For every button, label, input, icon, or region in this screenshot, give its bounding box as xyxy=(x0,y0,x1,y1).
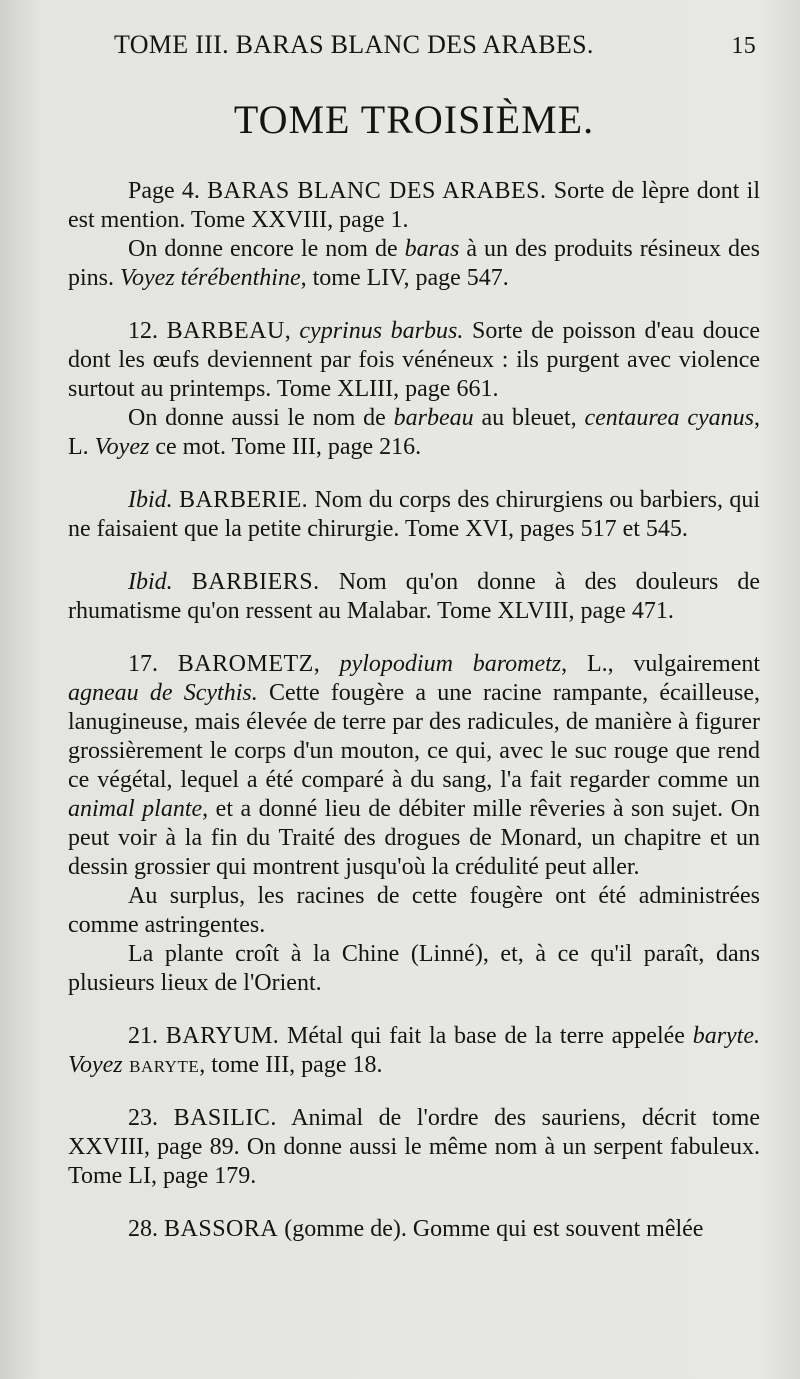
entry-separator: , xyxy=(284,318,300,344)
entry-text: On donne encore le nom de xyxy=(128,236,405,262)
entry-bassora xyxy=(68,1215,760,1244)
entry-headword: BARAS BLANC DES ARABES. xyxy=(207,178,547,204)
entry-italic: animal plante xyxy=(68,796,203,822)
entry-text: (gomme de). Gomme qui est souvent mêlée xyxy=(278,1216,704,1242)
entry-paragraph xyxy=(68,882,760,940)
entry-text: On donne aussi le nom de xyxy=(128,405,394,431)
entry-text: , et a donné lieu de débiter mille rêveries à son sujet. On peut voir à la fin du Traité des drogues de Monard, un chapitre et un dessin grossier qui montrent jusqu'où la crédulité peut aller. xyxy=(68,796,761,880)
entry-headword: BARBIERS. xyxy=(191,569,320,595)
entry-text: , L. xyxy=(68,405,761,460)
running-title: TOME III. BARAS BLANC DES ARABES. xyxy=(114,30,594,59)
entry-text: ce mot. Tome III, page 216. xyxy=(149,434,422,460)
entry-cross-reference: baryte. Voyez xyxy=(68,1023,760,1078)
entry-barbiers xyxy=(68,568,760,626)
entry-ref: Ibid. xyxy=(128,569,173,595)
entry-paragraph xyxy=(68,1022,760,1080)
entry-text: à un des produits résineux des pins. xyxy=(68,236,761,291)
entry-paragraph xyxy=(68,568,760,626)
entry-text: Animal de l'ordre des sauriens, décrit tome XXVIII, page 89. On donne aussi le même nom à un serpent fabuleux. Tome LI, page 179. xyxy=(68,1105,761,1189)
entry-headword: BARBERIE. xyxy=(178,487,309,513)
entry-latin-name: pylopodium barometz xyxy=(339,651,562,677)
entry-basilic xyxy=(68,1104,760,1191)
entry-latin-name: centaurea cyanus xyxy=(584,405,755,431)
entry-latin-name: cyprinus barbus. xyxy=(299,318,464,344)
entry-paragraph xyxy=(68,404,760,462)
entry-paragraph xyxy=(68,940,760,998)
page-number: 15 xyxy=(731,33,756,59)
entry-text: Cette fougère a une racine rampante, écailleuse, lanugineuse, mais élevée de terre par des radicules, de manière à figurer grossièrement le corps d'un mouton, ce qui, avec le suc rouge que rend ce végétal, lequel a été comparé à du sang, l'a fait regarder comme un xyxy=(68,680,761,793)
entry-text: Nom qu'on donne à des douleurs de rhumatisme qu'on ressent au Malabar. Tome XLVIII, page 471. xyxy=(68,569,761,624)
entry-text: Sorte de lèpre dont il est mention. Tome XXVIII, page 1. xyxy=(68,178,761,233)
entry-text: Nom du corps des chirurgiens ou barbiers, qui ne faisaient que la petite chirurgie. Tome XVI, pages 517 et 545. xyxy=(68,487,760,542)
entry-paragraph xyxy=(68,650,760,882)
entry-paragraph xyxy=(68,1215,760,1244)
entry-headword: BASSORA xyxy=(164,1216,279,1242)
entry-ref: 21. xyxy=(128,1023,158,1049)
entry-ref: 12. xyxy=(128,318,158,344)
entry-cross-reference: Voyez xyxy=(94,434,150,460)
running-header xyxy=(68,30,760,60)
entry-headword: BARYUM. xyxy=(165,1023,280,1049)
entry-ref: 28. xyxy=(128,1216,158,1242)
entry-paragraph xyxy=(68,1104,760,1191)
entry-baryum xyxy=(68,1022,760,1080)
entry-paragraph xyxy=(68,486,760,544)
entry-cross-reference: Voyez térébenthine xyxy=(120,265,301,291)
entry-headword: BAROMETZ xyxy=(177,651,314,677)
entry-separator: , xyxy=(313,651,340,677)
entry-baras-blanc xyxy=(68,177,760,293)
entry-text: Au surplus, les racines de cette fougère ont été administrées comme astringentes. xyxy=(68,883,760,938)
entry-italic: agneau de Scythis. xyxy=(68,680,258,706)
entry-text: Sorte de poisson d'eau douce dont les œufs deviennent par fois vénéneux : ils purgent avec violence surtout au printemps. Tome XLIII, page 661. xyxy=(68,318,760,402)
entry-ref: 17. xyxy=(128,651,158,677)
entry-ref: Ibid. xyxy=(128,487,173,513)
entry-paragraph xyxy=(68,177,760,235)
entry-text: au bleuet, xyxy=(473,405,585,431)
entry-text: Métal qui fait la base de la terre appelée xyxy=(279,1023,693,1049)
entry-text: , tome III, page 18. xyxy=(199,1052,383,1078)
entry-barometz xyxy=(68,650,760,998)
entry-barbeau xyxy=(68,317,760,462)
chapter-title: TOME TROISIÈME. xyxy=(233,97,595,142)
entry-headword: BARBEAU xyxy=(166,318,285,344)
entry-text: , tome LIV, page 547. xyxy=(300,265,509,291)
entry-barberie xyxy=(68,486,760,544)
entry-italic: baras xyxy=(404,236,460,262)
entry-ref: Page 4. xyxy=(128,178,200,204)
entry-paragraph xyxy=(68,235,760,293)
entry-ref: 23. xyxy=(128,1105,158,1131)
entry-text: , L., vulgairement xyxy=(561,651,761,677)
entry-text: La plante croît à la Chine (Linné), et, à ce qu'il paraît, dans plusieurs lieux de l'Orient. xyxy=(68,941,760,996)
entry-headword: BASILIC. xyxy=(173,1105,277,1131)
entry-small-caps: baryte xyxy=(122,1052,200,1078)
entry-italic: barbeau xyxy=(393,405,474,431)
entry-paragraph xyxy=(68,317,760,404)
